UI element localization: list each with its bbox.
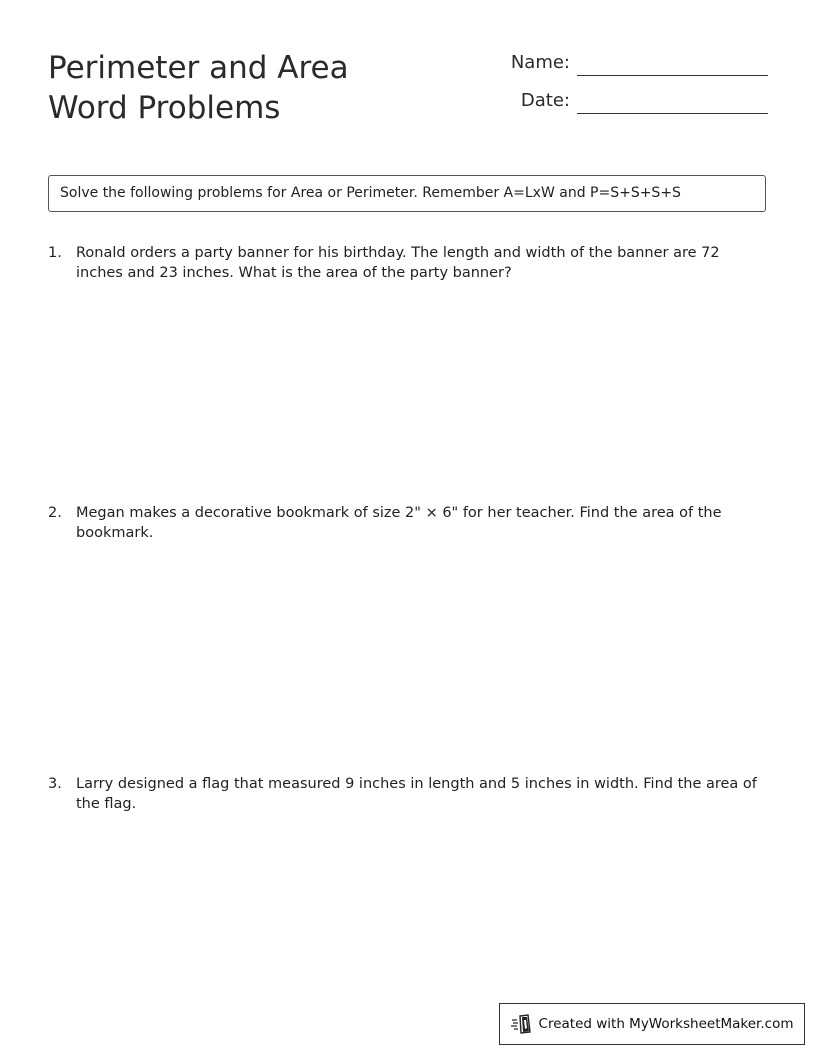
problem-2 [48,503,768,543]
date-label: Date: [520,90,570,111]
problem-number: 3. [48,776,62,792]
problem-1 [48,243,768,283]
date-blank-line [577,113,768,114]
title-line-2: Word Problems [48,90,281,126]
footer-credit[interactable] [499,1003,805,1045]
worksheet-title [48,48,349,128]
problem-number: 2. [48,505,62,521]
name-field [490,50,768,76]
footer-credit-text: Created with MyWorksheetMaker.com [538,1016,794,1032]
title-line-1: Perimeter and Area [48,50,349,86]
date-field [490,88,768,114]
problem-3 [48,774,768,814]
problem-text: Ronald orders a party banner for his birthday. The length and width of the banner are 72 inches and 23 inches. What is the area of the party banner? [76,245,720,281]
instructions-box: Solve the following problems for Area or Perimeter. Remember A=LxW and P=S+S+S+S [48,175,766,212]
problem-text: Megan makes a decorative bookmark of size 2" × 6" for her teacher. Find the area of the bookmark. [76,505,722,541]
worksheet-maker-logo-icon [511,1013,533,1035]
name-label: Name: [510,52,570,73]
name-blank-line [577,75,768,76]
problem-text: Larry designed a flag that measured 9 inches in length and 5 inches in width. Find the area of the flag. [76,776,757,812]
problem-number: 1. [48,245,62,261]
